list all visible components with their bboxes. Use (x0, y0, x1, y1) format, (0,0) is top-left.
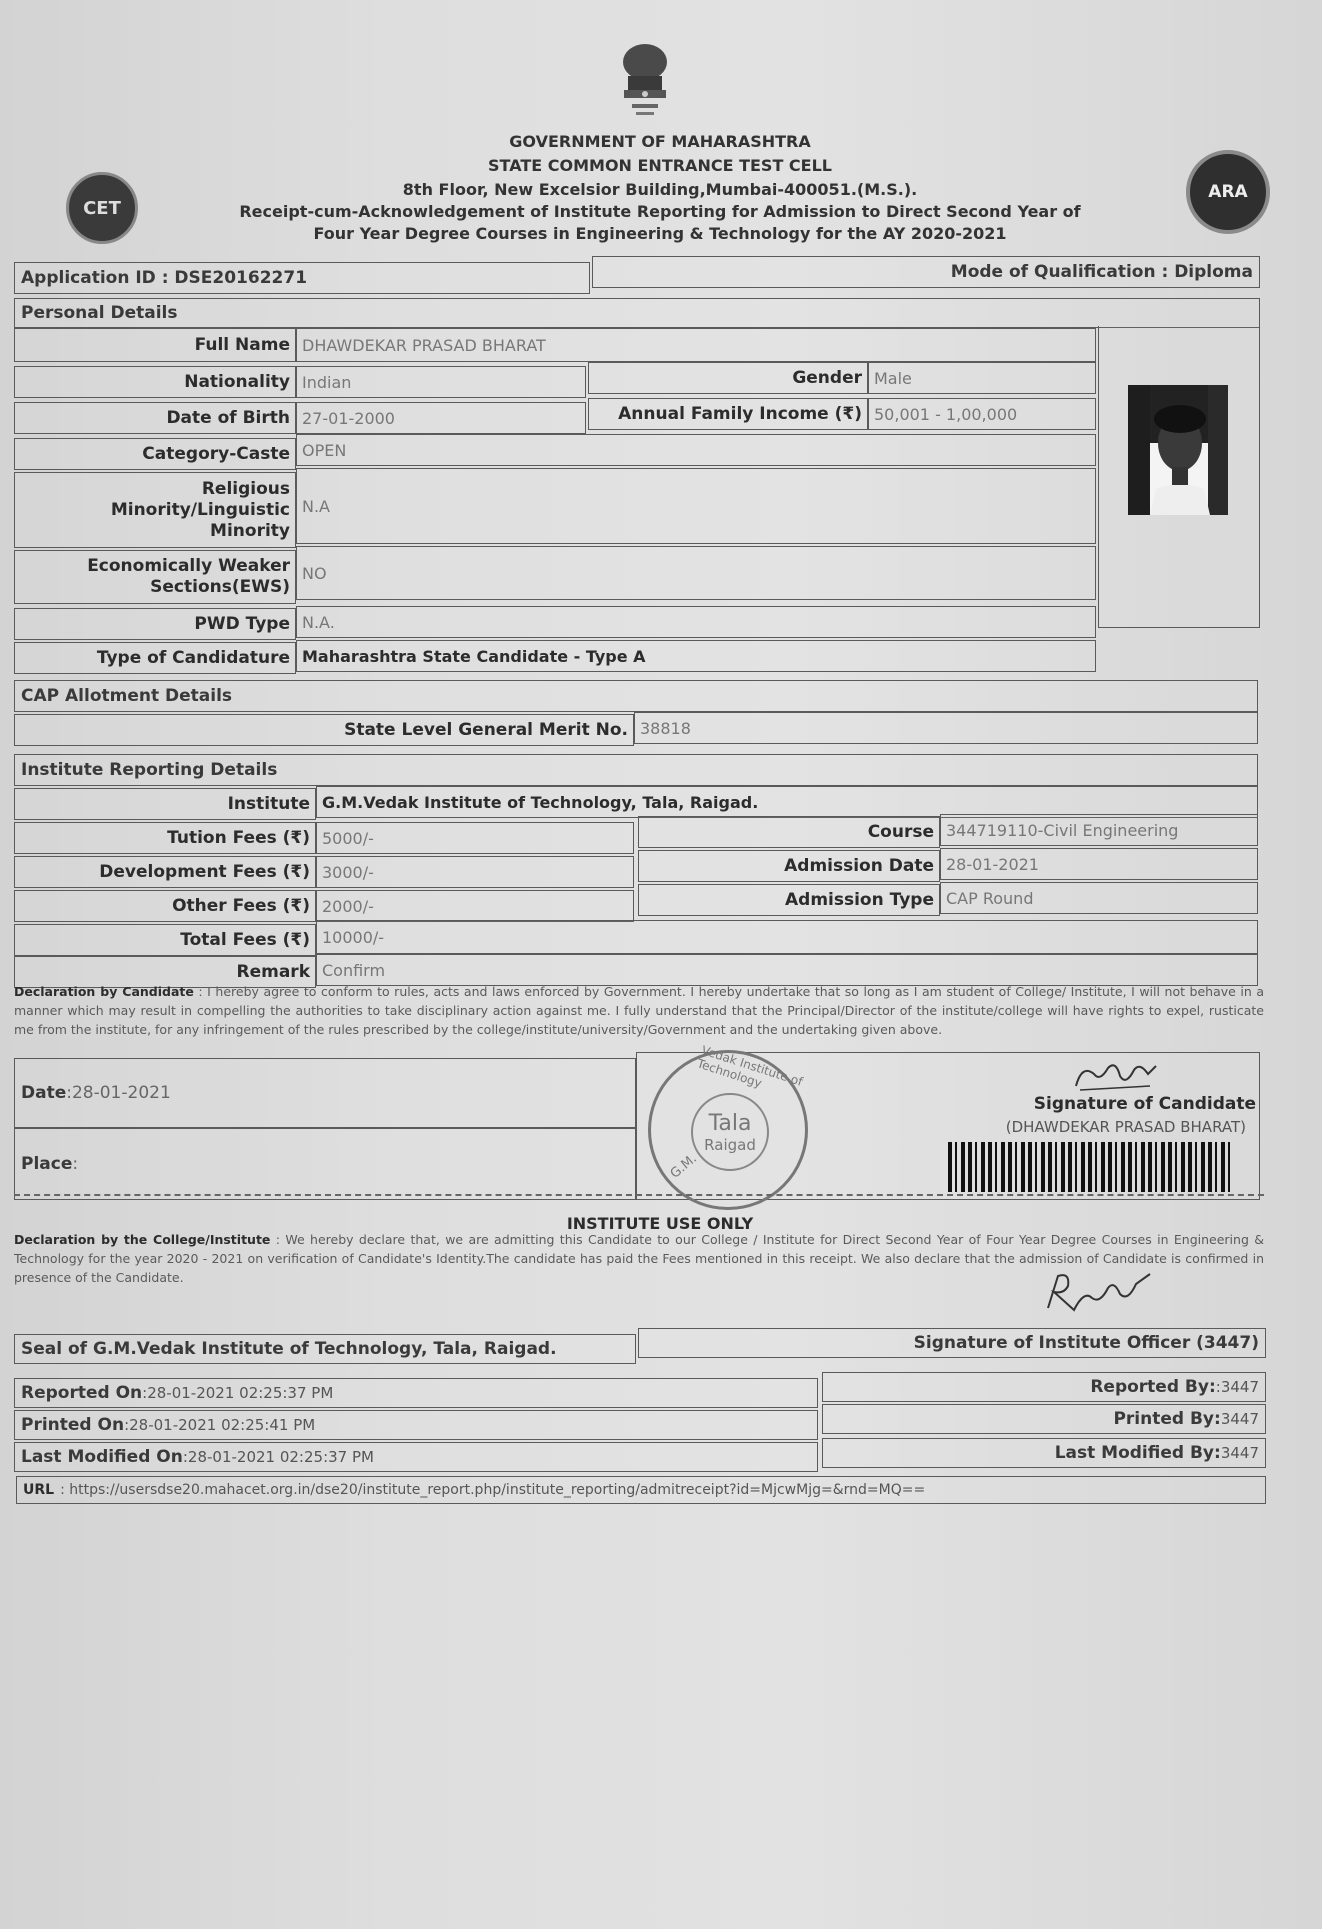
full-name-label: Full Name (194, 334, 290, 355)
dob-label: Date of Birth (166, 407, 290, 428)
mode-of-qualification: Mode of Qualification : Diploma (950, 262, 1253, 282)
personal-details-title: Personal Details (21, 303, 178, 323)
ews-value: NO (302, 563, 327, 583)
personal-details-header (14, 298, 1260, 328)
other-fees-value: 2000/- (322, 896, 374, 916)
institute-value: G.M.Vedak Institute of Technology, Tala, Raigad. (322, 792, 759, 812)
reported-on: Reported On :28-01-2021 02:25:37 PM (21, 1383, 334, 1403)
officer-cell (638, 1328, 1266, 1358)
pwd-value: N.A. (302, 612, 335, 632)
gender-value: Male (874, 368, 912, 388)
printed-by-cell (822, 1404, 1266, 1434)
institute-label: Institute (227, 793, 310, 814)
modified-by-cell (822, 1438, 1266, 1468)
officer-signature-label: Signature of Institute Officer (3447) (913, 1333, 1259, 1353)
reported-on-cell (14, 1378, 818, 1408)
admission-type-label: Admission Type (785, 889, 934, 910)
printed-on: Printed On :28-01-2021 02:25:41 PM (21, 1415, 316, 1435)
mode-cell (592, 256, 1260, 288)
institute-seal-label: Seal of G.M.Vedak Institute of Technology, Tala, Raigad. (21, 1339, 557, 1359)
candidature-value: Maharashtra State Candidate - Type A (302, 646, 646, 666)
header-line-5: Four Year Degree Courses in Engineering & Technology for the AY 2020-2021 (313, 224, 1007, 243)
candidature-label: Type of Candidature (96, 647, 290, 668)
ara-logo: ARA (1186, 150, 1270, 234)
application-id: Application ID : DSE20162271 (21, 268, 308, 288)
place-field: Place : (21, 1154, 79, 1174)
reported-by-cell (822, 1372, 1266, 1402)
institute-stamp: Vedak Institute of Technology G.M. Tala Raigad (648, 1050, 808, 1210)
development-fees-label: Development Fees (₹) (99, 861, 310, 882)
modified-by: Last Modified By: 3447 (1054, 1443, 1259, 1463)
candidate-signature-title: Signature of Candidate (1033, 1094, 1256, 1114)
modified-on: Last Modified On :28-01-2021 02:25:37 PM (21, 1447, 374, 1467)
nationality-label: Nationality (184, 371, 290, 392)
institute-header-cell (14, 754, 1258, 786)
course-value: 344719110-Civil Engineering (946, 820, 1179, 840)
institute-section-title: Institute Reporting Details (21, 760, 278, 780)
full-name-value: DHAWDEKAR PRASAD BHARAT (302, 335, 546, 355)
cet-logo: CET (66, 172, 138, 244)
reported-by: Reported By: :3447 (1090, 1377, 1259, 1397)
printed-on-cell (14, 1410, 818, 1440)
religious-label: Religious Minority/Linguistic Minority (110, 478, 290, 541)
cut-line (14, 1194, 1264, 1196)
income-label: Annual Family Income (₹) (618, 403, 862, 424)
officer-signature-scribble (1040, 1268, 1160, 1314)
dob-value: 27-01-2000 (302, 408, 395, 428)
seal-cell (14, 1334, 636, 1364)
date-field: Date :28-01-2021 (21, 1083, 171, 1103)
course-label: Course (867, 821, 934, 842)
national-emblem-icon (610, 40, 680, 122)
header-line-4: Receipt-cum-Acknowledgement of Institute Reporting for Admission to Direct Second Year of (239, 202, 1081, 221)
modified-on-cell (14, 1442, 818, 1472)
other-fees-label: Other Fees (₹) (172, 895, 310, 916)
admission-date-label: Admission Date (784, 855, 934, 876)
merit-value: 38818 (640, 718, 691, 738)
admission-type-value: CAP Round (946, 888, 1034, 908)
development-fees-value: 3000/- (322, 862, 374, 882)
candidate-signature-scribble (1070, 1056, 1160, 1096)
cap-header-cell (14, 680, 1258, 712)
printed-by: Printed By: 3447 (1113, 1409, 1259, 1429)
category-value: OPEN (302, 440, 347, 460)
total-fees-label: Total Fees (₹) (180, 929, 310, 950)
tution-fees-label: Tution Fees (₹) (167, 827, 310, 848)
nationality-value: Indian (302, 372, 352, 392)
candidate-declaration: Declaration by Candidate : I hereby agree to conform to rules, acts and laws enforced by Government. I hereby undertake that so long as I am student of College/ Institute, I will not behave in a manner which may result in compelling the authorities to take disciplinary action against me. I fully understand that the Principal/Director of the institute/college will have rights to expel, rusticate me from the institute, for any infringement of the rules prescribed by the college/institute/university/Government and the undertaking given above. (14, 984, 1264, 1037)
receipt-url: URL : https://usersdse20.mahacet.org.in/dse20/institute_report.php/institute_reporting/admitreceipt?id=MjcwMjg=&rnd=MQ== (16, 1476, 1266, 1504)
header-line-2: STATE COMMON ENTRANCE TEST CELL (488, 156, 832, 175)
header-line-3: 8th Floor, New Excelsior Building,Mumbai-400051.(M.S.). (402, 180, 918, 199)
candidate-signature-name: (DHAWDEKAR PRASAD BHARAT) (1005, 1118, 1246, 1136)
total-fees-value: 10000/- (322, 927, 385, 947)
place-cell (14, 1128, 636, 1200)
ews-label: Economically Weaker Sections(EWS) (87, 556, 290, 597)
institute-declaration: Declaration by the College/Institute : We hereby declare that, we are admitting this Candidate to our College / Institute for Direct Second Year of Four Year Degree Courses in Engineering & Technology for the year 2020 - 2021 on verification of Candidate's Identity.The candidate has paid the Fees mentioned in this receipt. We also declare that the admission of Candidate is confirmed in presence of the Candidate. (14, 1232, 1264, 1285)
pwd-label: PWD Type (194, 613, 290, 634)
barcode (948, 1142, 1230, 1192)
remark-label: Remark (236, 961, 310, 982)
religious-value: N.A (302, 496, 330, 516)
cap-section-title: CAP Allotment Details (21, 686, 233, 706)
tution-fees-value: 5000/- (322, 828, 374, 848)
merit-label: State Level General Merit No. (344, 719, 628, 740)
candidate-photo (1128, 385, 1228, 515)
category-label: Category-Caste (142, 443, 290, 464)
remark-value: Confirm (322, 960, 386, 980)
admission-date-value: 28-01-2021 (946, 854, 1039, 874)
date-cell (14, 1058, 636, 1128)
gender-label: Gender (792, 367, 862, 388)
header-line-1: GOVERNMENT OF MAHARASHTRA (509, 132, 811, 151)
institute-use-title: INSTITUTE USE ONLY (566, 1214, 754, 1233)
application-id-cell (14, 262, 590, 294)
income-value: 50,001 - 1,00,000 (874, 404, 1018, 424)
